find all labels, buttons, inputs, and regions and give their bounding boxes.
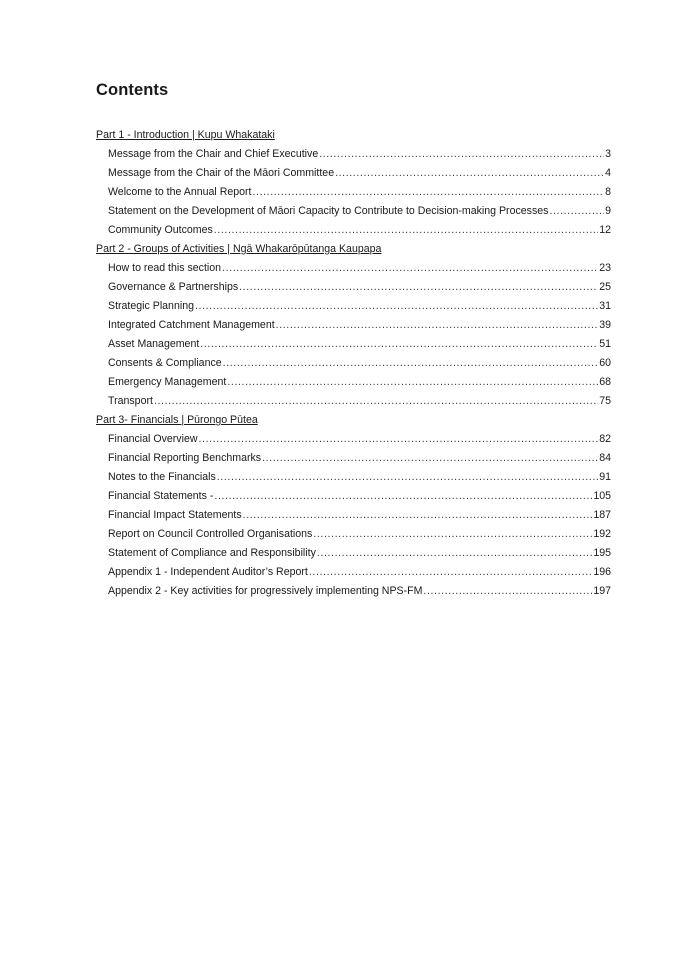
toc-entry-page: 187 — [593, 509, 611, 521]
toc-entry[interactable] — [96, 297, 611, 316]
toc-entry-label: Message from the Chair of the Māori Committee — [108, 167, 335, 179]
toc-entry[interactable] — [96, 449, 611, 468]
toc-entry-label: Asset Management — [108, 338, 200, 350]
toc-entry-label: Financial Reporting Benchmarks — [108, 452, 262, 464]
toc-entry[interactable] — [96, 354, 611, 373]
toc-entry-page: 105 — [593, 490, 611, 502]
toc-part-3-heading[interactable] — [96, 411, 611, 430]
toc-entry-page: 25 — [599, 281, 611, 293]
toc-entry-label: How to read this section — [108, 262, 222, 274]
toc-entry-label: Statement of Compliance and Responsibility — [108, 547, 316, 559]
toc-entry-label: Financial Impact Statements — [108, 509, 242, 521]
dot-leader — [227, 373, 598, 392]
toc-entry-label: Appendix 2 - Key activities for progressively implementing NPS-FM — [108, 585, 423, 597]
toc-entry[interactable] — [96, 316, 611, 335]
page-title: Contents — [96, 81, 169, 99]
toc-entry-page: 68 — [599, 376, 611, 388]
dot-leader — [214, 221, 598, 240]
dot-leader — [309, 563, 592, 582]
toc-entry-page: 39 — [599, 319, 611, 331]
dot-leader — [223, 354, 599, 373]
toc-entry-label: Financial Statements - — [108, 490, 214, 502]
toc-entry-page: 23 — [599, 262, 611, 274]
toc-entry-label: Report on Council Controlled Organisations — [108, 528, 313, 540]
dot-leader — [549, 202, 604, 221]
toc-entry-page: 192 — [593, 528, 611, 540]
toc-entry[interactable] — [96, 221, 611, 240]
toc-entry-label: Integrated Catchment Management — [108, 319, 275, 331]
toc-entry[interactable] — [96, 259, 611, 278]
toc-entry[interactable] — [96, 563, 611, 582]
dot-leader — [319, 145, 604, 164]
toc-entry[interactable] — [96, 392, 611, 411]
toc-entry-page: 51 — [599, 338, 611, 350]
toc-entry[interactable] — [96, 582, 611, 601]
toc-part-1-heading[interactable] — [96, 126, 611, 145]
toc-entry-label: Appendix 1 - Independent Auditor’s Report — [108, 566, 308, 578]
toc-entry-page: 196 — [593, 566, 611, 578]
dot-leader — [262, 449, 598, 468]
toc-entry-page: 8 — [605, 186, 611, 198]
dot-leader — [199, 430, 599, 449]
dot-leader — [317, 544, 592, 563]
toc-entry-label: Transport — [108, 395, 153, 407]
toc-entry[interactable] — [96, 544, 611, 563]
toc-entry-label: Community Outcomes — [108, 224, 213, 236]
toc-entry-page: 3 — [605, 148, 611, 160]
toc-entry-page: 82 — [599, 433, 611, 445]
toc-entry-page: 197 — [593, 585, 611, 597]
toc-entry[interactable] — [96, 487, 611, 506]
toc-entry-label: Notes to the Financials — [108, 471, 216, 483]
toc-part-heading-text: Part 3- Financials | Pūrongo Pūtea — [96, 414, 258, 426]
toc-entry[interactable] — [96, 164, 611, 183]
toc-part-heading-text: Part 1 - Introduction | Kupu Whakataki — [96, 129, 275, 141]
toc-entry-page: 91 — [599, 471, 611, 483]
toc-entry[interactable] — [96, 468, 611, 487]
toc-entry-label: Financial Overview — [108, 433, 198, 445]
dot-leader — [154, 392, 598, 411]
toc-entry[interactable] — [96, 145, 611, 164]
toc-entry-label: Strategic Planning — [108, 300, 194, 312]
toc-entry-page: 60 — [599, 357, 611, 369]
toc-entry-label: Emergency Management — [108, 376, 227, 388]
toc-entry[interactable] — [96, 183, 611, 202]
toc-entry-page: 195 — [593, 547, 611, 559]
dot-leader — [313, 525, 592, 544]
toc-entry[interactable] — [96, 278, 611, 297]
dot-leader — [217, 468, 598, 487]
table-of-contents — [96, 126, 611, 601]
toc-entry-page: 84 — [599, 452, 611, 464]
toc-entry-page: 4 — [605, 167, 611, 179]
toc-entry-label: Governance & Partnerships — [108, 281, 239, 293]
dot-leader — [253, 183, 605, 202]
toc-entry-label: Consents & Compliance — [108, 357, 222, 369]
toc-entry-page: 75 — [599, 395, 611, 407]
toc-entry[interactable] — [96, 335, 611, 354]
toc-entry-label: Welcome to the Annual Report — [108, 186, 252, 198]
dot-leader — [276, 316, 599, 335]
dot-leader — [239, 278, 598, 297]
toc-part-heading-text: Part 2 - Groups of Activities | Ngā Whakarōpūtanga Kaupapa — [96, 243, 382, 255]
dot-leader — [222, 259, 598, 278]
dot-leader — [214, 487, 592, 506]
dot-leader — [423, 582, 592, 601]
dot-leader — [195, 297, 598, 316]
dot-leader — [200, 335, 598, 354]
dot-leader — [335, 164, 604, 183]
toc-entry-page: 12 — [599, 224, 611, 236]
toc-entry-label: Statement on the Development of Māori Capacity to Contribute to Decision-making Processes — [108, 205, 549, 217]
toc-entry[interactable] — [96, 373, 611, 392]
toc-entry-label: Message from the Chair and Chief Executive — [108, 148, 319, 160]
toc-entry-page: 9 — [605, 205, 611, 217]
toc-entry[interactable] — [96, 506, 611, 525]
toc-entry[interactable] — [96, 430, 611, 449]
toc-entry-page: 31 — [599, 300, 611, 312]
toc-entry[interactable] — [96, 202, 611, 221]
dot-leader — [243, 506, 593, 525]
toc-part-2-heading[interactable] — [96, 240, 611, 259]
toc-entry[interactable] — [96, 525, 611, 544]
